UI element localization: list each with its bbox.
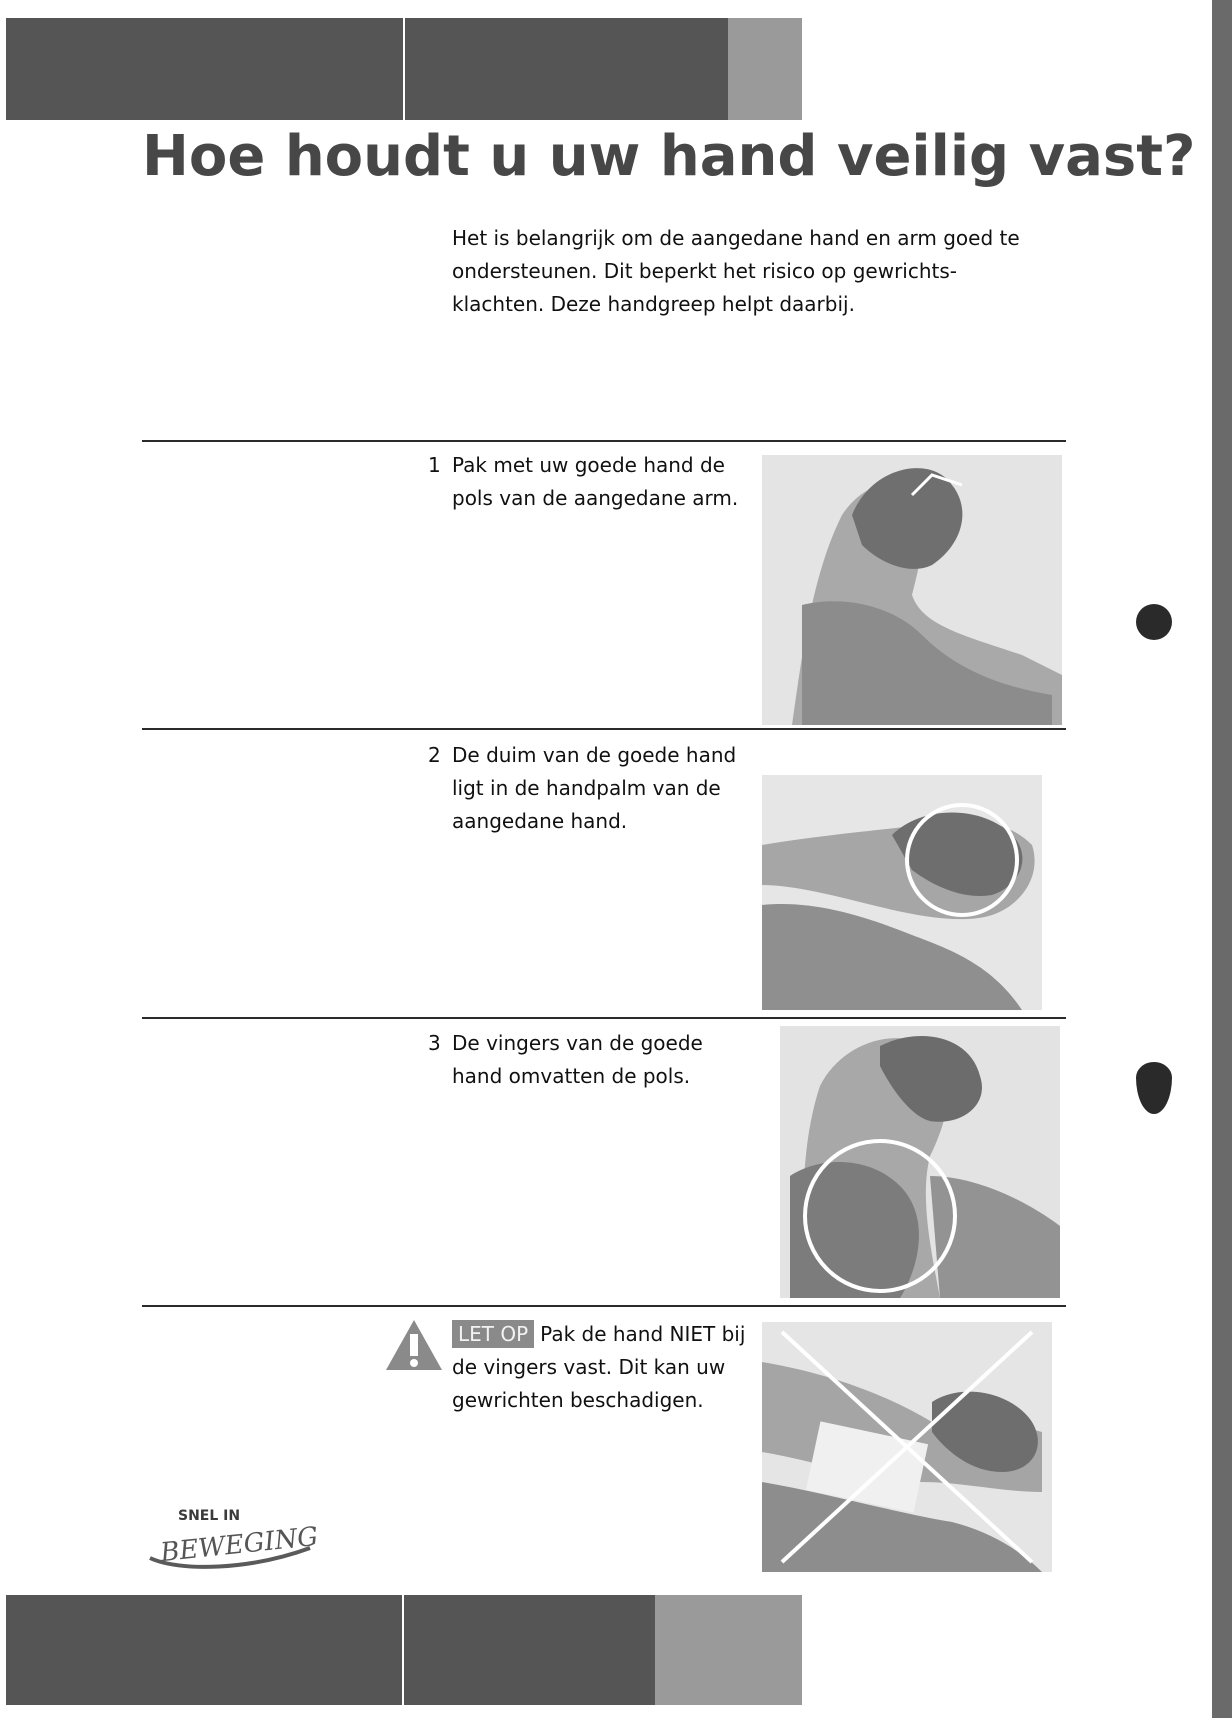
section-divider: [142, 1017, 1066, 1019]
header-band-accent: [728, 18, 802, 120]
wrong-grip-photo: [762, 1322, 1052, 1572]
punch-hole: [1136, 604, 1172, 640]
hand-illustration-icon: [762, 1322, 1052, 1572]
warning-icon: [384, 1318, 444, 1372]
footer-band-accent: [655, 1595, 802, 1705]
step-3: [428, 1027, 758, 1093]
warning-message: Pak de hand NIET bij de vingers vast. Dit kan uw gewrichten beschadigen.: [452, 1322, 746, 1412]
step-text: De vingers van de goede hand omvatten de pols.: [452, 1031, 703, 1088]
step-1: [428, 449, 758, 515]
hand-grip-photo-3: [780, 1026, 1060, 1298]
punch-hole: [1136, 1062, 1172, 1114]
hand-illustration-icon: [762, 455, 1062, 725]
page-edge: [1212, 0, 1232, 1718]
intro-paragraph: Het is belangrijk om de aangedane hand en arm goed te ondersteunen. Dit beperkt het risico op gewrichts- klachten. Deze handgreep helpt daarbij.: [452, 226, 1020, 316]
step-text: Pak met uw goede hand de pols van de aangedane arm.: [452, 453, 739, 510]
hand-illustration-icon: [780, 1026, 1060, 1298]
svg-text:BEWEGING: BEWEGING: [158, 1521, 320, 1569]
footer-band-divider: [402, 1595, 404, 1705]
step-text: De duim van de goede hand ligt in de handpalm van de aangedane hand.: [452, 743, 737, 833]
snel-in-beweging-logo: [140, 1500, 320, 1570]
step-number: 3: [428, 1031, 441, 1055]
svg-text:SNEL IN: SNEL IN: [178, 1508, 241, 1524]
section-divider: [142, 1305, 1066, 1307]
step-number: 1: [428, 453, 441, 477]
hand-grip-photo-1: [762, 455, 1062, 725]
warning-text: [452, 1318, 752, 1417]
step-2: [428, 739, 758, 838]
let-op-badge: LET OP: [452, 1320, 534, 1348]
section-divider: [142, 440, 1066, 442]
hand-grip-photo-2: [762, 775, 1042, 1010]
section-divider: [142, 728, 1066, 730]
hand-illustration-icon: [762, 775, 1042, 1010]
step-number: 2: [428, 743, 441, 767]
page-title: Hoe houdt u uw hand veilig vast?: [142, 124, 1196, 189]
header-band-divider: [403, 18, 405, 120]
